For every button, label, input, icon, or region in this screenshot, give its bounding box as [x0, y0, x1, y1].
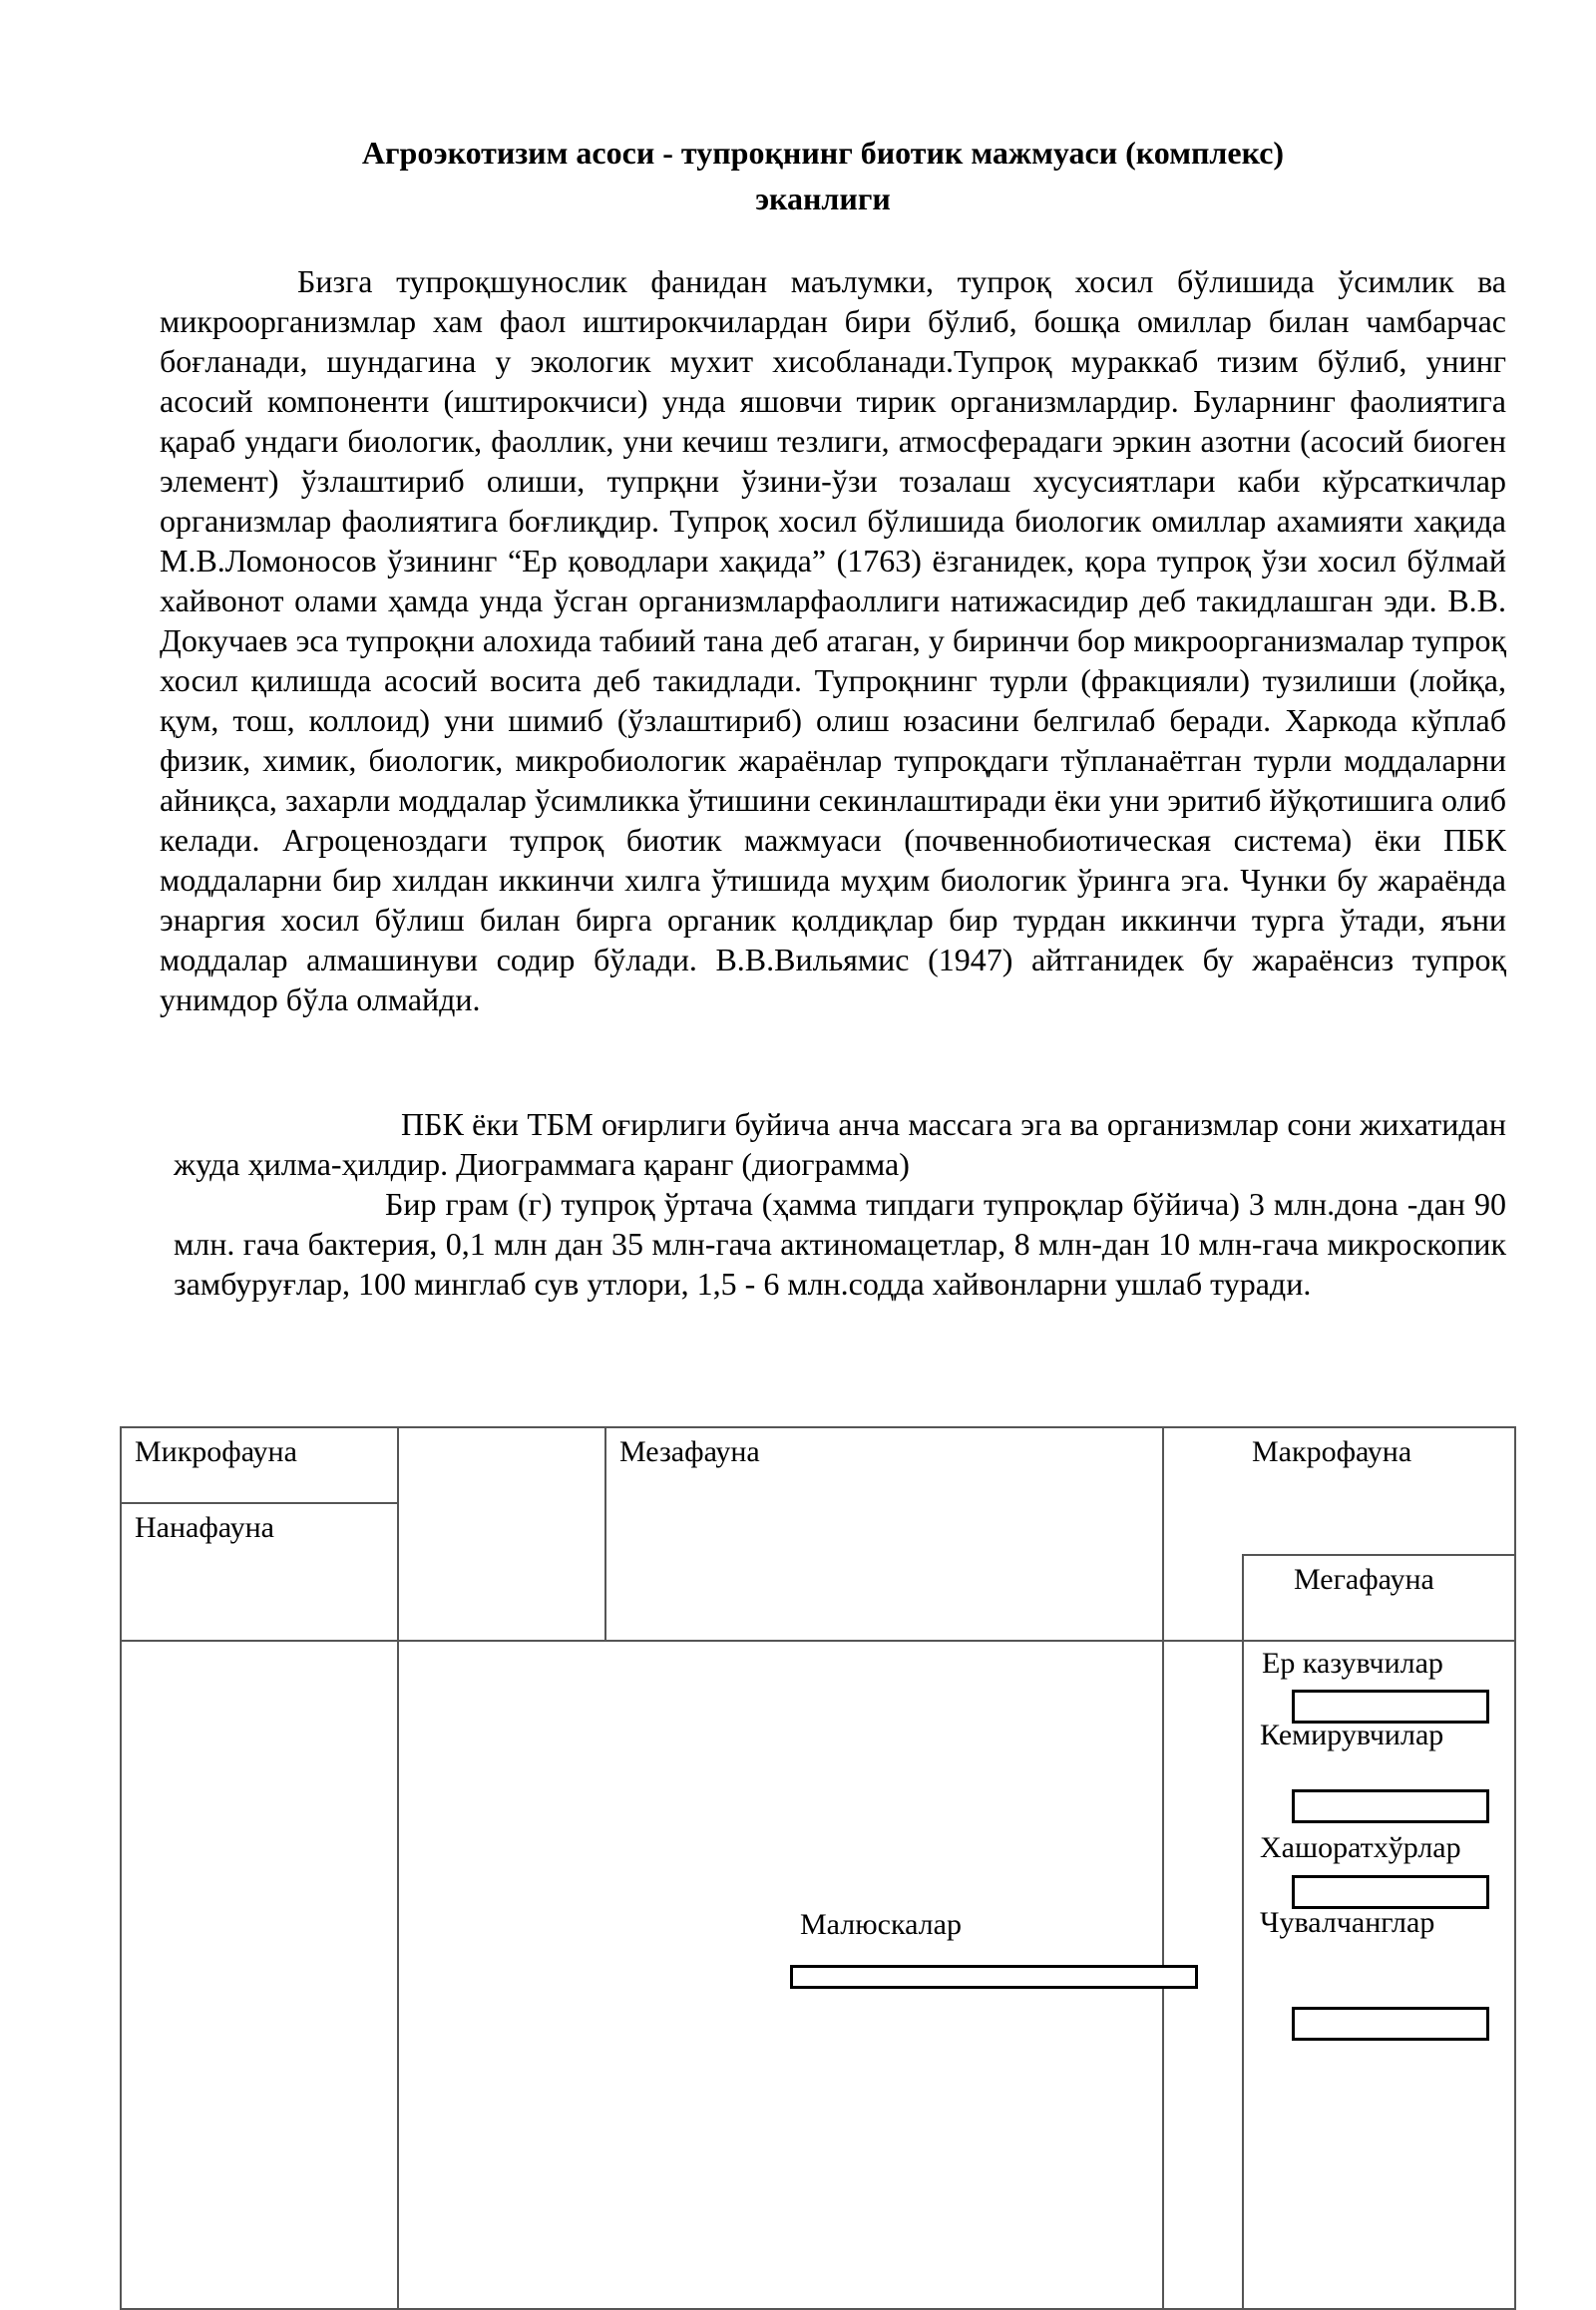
fauna-diagram — [120, 1426, 1516, 2310]
label-nanofauna: Нанафауна — [135, 1511, 274, 1544]
label-insectivores: Хашоратхўрлар — [1260, 1831, 1461, 1864]
paragraph-pbk: ПБК ёки ТБМ оғирлиги буйича анча массага эга ва организмлар сони жихатидан жуда ҳилма-ҳилдир. Диограммага қаранг (диограмма) — [174, 1106, 1506, 1182]
paragraph-main: Бизга тупроқшунослик фанидан маълумки, тупроқ хосил бўлишида ўсимлик ва микроорганизмлар хам фаол иштирокчилардан бири бўлиб, бошқа омиллар билан чамбарчас боғланади, шундагина у экологик мухит хисобланади.Тупроқ мураккаб тизим бўлиб, унинг асосий компоненти (иштирокчиси) унда яшовчи тирик организмлардир. Буларнинг фаолиятига қараб ундаги биологик, фаоллик, уни кечиш тезлиги, атмосферадаги эркин азотни (асосий биоген элемент) ўзлаштириб олиши, тупрқни ўзини-ўзи тозалаш хусусиятлари каби кўрсаткичлар организмлар фаолиятига боғлиқдир. Тупроқ хосил бўлишида биологик омиллар ахамияти хақида М.В.Ломоносов ўзининг “Ер қоводлари хақида” (1763) ёзганидек, қора тупроқ ўзи хосил бўлмай хайвонот олами ҳамда унда ўсган организмларфаоллиги натижасидир деб такидлашган эди. В.В. Докучаев эса тупроқни алохида табиий тана деб атаган, у биринчи бор микроорганизмалар тупроқ хосил қилишда асосий восита деб такидлади. Тупроқнинг турли (фракцияли) тузилиши (лойқа, қум, тош, коллоид) уни шимиб (ўзлаштириб) олиш юзасини белгилаб беради. Харкода кўплаб физик, химик, биологик, микробиологик жараёнлар тупроқдаги тўпланаётган турли моддаларни айниқса, захарли моддалар ўсимликка ўтишини секинлаштиради ёки уни эритиб йўқотишига олиб келади. Агроценоздаги тупроқ биотик мажмуаси (почвеннобиотическая система) ёки ПБК моддаларни бир хилдан иккинчи хилга ўтишида муҳим биологик ўринга эга. Чунки бу жараёнда энаргия хосил бўлиш билан бирга органик қолдиқлар бир турдан иккинчи турга ўтади, яъни моддалар алмашинуви содир бўлади. В.В.Вильямис (1947) айтганидек бу жараёнсиз тупроқ унимдор бўла олмайди. — [160, 263, 1506, 1017]
divider-meso-right — [1162, 1428, 1164, 2308]
paragraph-bacteria: Бир грам (г) тупроқ ўртача (ҳамма типдаги тупроқлар бўйича) 3 млн.дона -дан 90 млн. гача бактерия, 0,1 млн дан 35 млн-гача актиномацетлар, 8 млн-дан 10 млн-гача микроскопик замбуруғлар, 100 минглаб сув утлори, 1,5 - 6 млн.содда хайвонларни ушлаб туради. — [174, 1186, 1506, 1302]
title-line-1: Агроэкотизим асоси - тупроқнинг биотик мажмуаси (комплекс) — [361, 135, 1285, 171]
divider-micro-column — [397, 1428, 399, 2308]
label-megafauna: Мегафауна — [1294, 1563, 1434, 1596]
label-burrowers: Ер казувчилар — [1262, 1647, 1443, 1680]
bar-worms — [1292, 2007, 1489, 2041]
divider-mega-column — [1242, 1554, 1244, 2308]
label-molluscs: Малюскалар — [800, 1908, 962, 1941]
label-worms: Чувалчанглар — [1260, 1906, 1435, 1939]
title-line-2: эканлиги — [755, 181, 891, 216]
bar-insectivores — [1292, 1875, 1489, 1909]
divider-megafauna — [1242, 1554, 1516, 1556]
bar-molluscs — [790, 1965, 1198, 1989]
divider-meso-left — [604, 1428, 606, 1640]
label-rodents: Кемирувчилар — [1260, 1719, 1444, 1751]
divider-upper-row — [122, 1640, 1516, 1642]
bar-rodents — [1292, 1789, 1489, 1823]
label-macrofauna: Макрофауна — [1252, 1435, 1412, 1468]
divider-nanofauna — [122, 1502, 397, 1504]
label-mesofauna: Мезафауна — [619, 1435, 760, 1468]
label-microfauna: Микрофауна — [135, 1435, 297, 1468]
